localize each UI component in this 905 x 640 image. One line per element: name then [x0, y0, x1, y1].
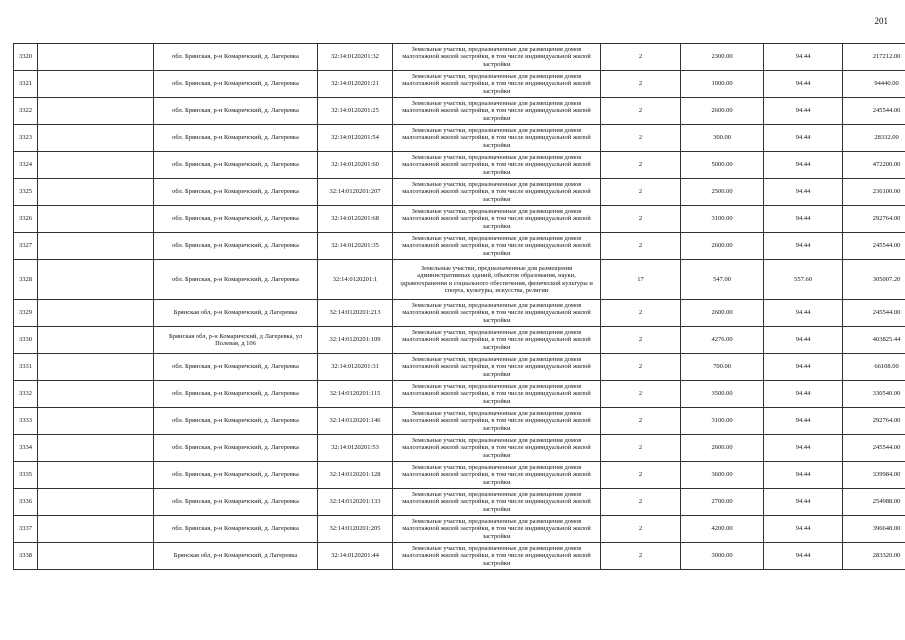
cadastral-value-table	[13, 43, 905, 570]
rate-cell: 94.44	[764, 300, 843, 327]
land-use-cell: Земельные участки, предназначенные для размещения домов малоэтажной жилой застройки, в том числе индивидуальной жилой застройки	[393, 44, 601, 71]
spacer-cell	[38, 44, 154, 71]
row-number-cell: 3323	[14, 125, 38, 152]
table-row	[14, 354, 905, 381]
spacer-cell	[38, 543, 154, 570]
rate-cell: 94.44	[764, 233, 843, 260]
area-cell: 547.00	[681, 260, 764, 300]
row-number-cell: 3331	[14, 354, 38, 381]
address-cell: обл. Брянская, р-н Комаричский, д. Лагеревка	[154, 381, 318, 408]
cadastral-value-cell: 66108.00	[843, 354, 905, 381]
use-code-cell: 2	[601, 516, 681, 543]
rate-cell: 94.44	[764, 516, 843, 543]
use-code-cell: 2	[601, 489, 681, 516]
cadastral-number-cell: 32:14:0120201:1	[318, 260, 393, 300]
row-number-cell: 3321	[14, 71, 38, 98]
row-number-cell: 3335	[14, 462, 38, 489]
row-number-cell: 3333	[14, 408, 38, 435]
row-number-cell: 3337	[14, 516, 38, 543]
table-row	[14, 98, 905, 125]
area-cell: 3600.00	[681, 462, 764, 489]
area-cell: 3500.00	[681, 381, 764, 408]
address-cell: Брянская обл, р-н Комаричский, д Лагеревка	[154, 543, 318, 570]
use-code-cell: 2	[601, 206, 681, 233]
address-cell: Брянская обл, р-н Комаричский, д Лагеревка, ул Полевая, д 106	[154, 327, 318, 354]
use-code-cell: 2	[601, 300, 681, 327]
land-use-cell: Земельные участки, предназначенные для размещения домов малоэтажной жилой застройки, в том числе индивидуальной жилой застройки	[393, 381, 601, 408]
table-row	[14, 44, 905, 71]
address-cell: обл. Брянская, р-н Комаричский, д. Лагеревка	[154, 98, 318, 125]
cadastral-value-cell: 283320.00	[843, 543, 905, 570]
rate-cell: 94.44	[764, 98, 843, 125]
row-number-cell: 3336	[14, 489, 38, 516]
table-row	[14, 462, 905, 489]
use-code-cell: 2	[601, 543, 681, 570]
use-code-cell: 2	[601, 152, 681, 179]
use-code-cell: 17	[601, 260, 681, 300]
area-cell: 1000.00	[681, 71, 764, 98]
address-cell: обл. Брянская, р-н Комаричский, д. Лагеревка	[154, 71, 318, 98]
rate-cell: 94.44	[764, 206, 843, 233]
spacer-cell	[38, 98, 154, 125]
row-number-cell: 3334	[14, 435, 38, 462]
use-code-cell: 2	[601, 381, 681, 408]
spacer-cell	[38, 233, 154, 260]
row-number-cell: 3322	[14, 98, 38, 125]
cadastral-number-cell: 32:14:0120201:60	[318, 152, 393, 179]
land-use-cell: Земельные участки, предназначенные для размещения домов малоэтажной жилой застройки, в том числе индивидуальной жилой застройки	[393, 543, 601, 570]
cadastral-value-cell: 396648.00	[843, 516, 905, 543]
address-cell: обл. Брянская, р-н Комаричский, д. Лагеревка	[154, 260, 318, 300]
row-number-cell: 3326	[14, 206, 38, 233]
rate-cell: 94.44	[764, 381, 843, 408]
cadastral-value-cell: 245544.00	[843, 435, 905, 462]
land-use-cell: Земельные участки, предназначенные для размещения домов малоэтажной жилой застройки, в том числе индивидуальной жилой застройки	[393, 152, 601, 179]
land-use-cell: Земельные участки, предназначенные для размещения административных зданий, объектов образования, науки, здравоохранения и социального обеспечения, физической культуры и спорта, культуры, искусства, религии	[393, 260, 601, 300]
land-use-cell: Земельные участки, предназначенные для размещения домов малоэтажной жилой застройки, в том числе индивидуальной жилой застройки	[393, 179, 601, 206]
cadastral-number-cell: 32:14:0120201:109	[318, 327, 393, 354]
land-use-cell: Земельные участки, предназначенные для размещения домов малоэтажной жилой застройки, в том числе индивидуальной жилой застройки	[393, 408, 601, 435]
row-number-cell: 3338	[14, 543, 38, 570]
area-cell: 2300.00	[681, 44, 764, 71]
table-row	[14, 381, 905, 408]
rate-cell: 94.44	[764, 435, 843, 462]
area-cell: 3000.00	[681, 543, 764, 570]
rate-cell: 94.44	[764, 462, 843, 489]
table-row	[14, 179, 905, 206]
table-row	[14, 260, 905, 300]
table-row	[14, 489, 905, 516]
spacer-cell	[38, 125, 154, 152]
cadastral-number-cell: 32:14:0120201:207	[318, 179, 393, 206]
land-use-cell: Земельные участки, предназначенные для размещения домов малоэтажной жилой застройки, в том числе индивидуальной жилой застройки	[393, 300, 601, 327]
cadastral-number-cell: 32:14:0120201:32	[318, 44, 393, 71]
cadastral-number-cell: 32:14:0120201:68	[318, 206, 393, 233]
address-cell: обл. Брянская, р-н Комаричский, д. Лагеревка	[154, 408, 318, 435]
rate-cell: 94.44	[764, 179, 843, 206]
spacer-cell	[38, 381, 154, 408]
spacer-cell	[38, 435, 154, 462]
area-cell: 2600.00	[681, 435, 764, 462]
use-code-cell: 2	[601, 233, 681, 260]
address-cell: обл. Брянская, р-н Комаричский, д. Лагеревка	[154, 206, 318, 233]
spacer-cell	[38, 408, 154, 435]
cadastral-value-cell: 254988.00	[843, 489, 905, 516]
rate-cell: 557.60	[764, 260, 843, 300]
table-row	[14, 152, 905, 179]
address-cell: обл. Брянская, р-н Комаричский, д. Лагеревка	[154, 125, 318, 152]
rate-cell: 94.44	[764, 543, 843, 570]
cadastral-value-cell: 472200.00	[843, 152, 905, 179]
row-number-cell: 3332	[14, 381, 38, 408]
cadastral-value-cell: 305007.20	[843, 260, 905, 300]
cadastral-value-cell: 94440.00	[843, 71, 905, 98]
spacer-cell	[38, 206, 154, 233]
use-code-cell: 2	[601, 71, 681, 98]
land-use-cell: Земельные участки, предназначенные для размещения домов малоэтажной жилой застройки, в том числе индивидуальной жилой застройки	[393, 71, 601, 98]
land-use-cell: Земельные участки, предназначенные для размещения домов малоэтажной жилой застройки, в том числе индивидуальной жилой застройки	[393, 206, 601, 233]
table-row	[14, 543, 905, 570]
use-code-cell: 2	[601, 408, 681, 435]
rate-cell: 94.44	[764, 408, 843, 435]
table-row	[14, 206, 905, 233]
cadastral-number-cell: 32:14:0120201:54	[318, 125, 393, 152]
cadastral-number-cell: 32:14:0120201:53	[318, 435, 393, 462]
area-cell: 4200.00	[681, 516, 764, 543]
land-use-cell: Земельные участки, предназначенные для размещения домов малоэтажной жилой застройки, в том числе индивидуальной жилой застройки	[393, 233, 601, 260]
area-cell: 3100.00	[681, 408, 764, 435]
address-cell: обл. Брянская, р-н Комаричский, д. Лагеревка	[154, 179, 318, 206]
address-cell: обл. Брянская, р-н Комаричский, д. Лагеревка	[154, 516, 318, 543]
use-code-cell: 2	[601, 98, 681, 125]
spacer-cell	[38, 354, 154, 381]
cadastral-value-cell: 403825.44	[843, 327, 905, 354]
cadastral-number-cell: 32:14:0120201:31	[318, 354, 393, 381]
land-use-cell: Земельные участки, предназначенные для размещения домов малоэтажной жилой застройки, в том числе индивидуальной жилой застройки	[393, 327, 601, 354]
rate-cell: 94.44	[764, 354, 843, 381]
table-row	[14, 233, 905, 260]
spacer-cell	[38, 71, 154, 98]
rate-cell: 94.44	[764, 327, 843, 354]
table-row	[14, 408, 905, 435]
row-number-cell: 3327	[14, 233, 38, 260]
cadastral-value-cell: 330540.00	[843, 381, 905, 408]
rate-cell: 94.44	[764, 71, 843, 98]
cadastral-number-cell: 32:14:0120201:133	[318, 489, 393, 516]
address-cell: обл. Брянская, р-н Комаричский, д. Лагеревка	[154, 44, 318, 71]
address-cell: обл. Брянская, р-н Комаричский, д. Лагеревка	[154, 489, 318, 516]
spacer-cell	[38, 260, 154, 300]
cadastral-number-cell: 32:14:0120201:25	[318, 98, 393, 125]
area-cell: 2500.00	[681, 179, 764, 206]
use-code-cell: 2	[601, 462, 681, 489]
row-number-cell: 3320	[14, 44, 38, 71]
address-cell: обл. Брянская, р-н Комаричский, д. Лагеревка	[154, 152, 318, 179]
rate-cell: 94.44	[764, 152, 843, 179]
spacer-cell	[38, 152, 154, 179]
rate-cell: 94.44	[764, 44, 843, 71]
table-body	[14, 44, 905, 570]
cadastral-number-cell: 32:14:0120201:205	[318, 516, 393, 543]
land-use-cell: Земельные участки, предназначенные для размещения домов малоэтажной жилой застройки, в том числе индивидуальной жилой застройки	[393, 98, 601, 125]
cadastral-value-cell: 217212.00	[843, 44, 905, 71]
row-number-cell: 3325	[14, 179, 38, 206]
use-code-cell: 2	[601, 435, 681, 462]
spacer-cell	[38, 300, 154, 327]
use-code-cell: 2	[601, 179, 681, 206]
land-use-cell: Земельные участки, предназначенные для размещения домов малоэтажной жилой застройки, в том числе индивидуальной жилой застройки	[393, 462, 601, 489]
cadastral-value-cell: 339984.00	[843, 462, 905, 489]
spacer-cell	[38, 327, 154, 354]
cadastral-value-cell: 292764.00	[843, 408, 905, 435]
address-cell: обл. Брянская, р-н Комаричский, д. Лагеревка	[154, 233, 318, 260]
use-code-cell: 2	[601, 125, 681, 152]
cadastral-number-cell: 32:14:0120201:21	[318, 71, 393, 98]
address-cell: обл. Брянская, р-н Комаричский, д. Лагеревка	[154, 462, 318, 489]
row-number-cell: 3329	[14, 300, 38, 327]
table-row	[14, 516, 905, 543]
spacer-cell	[38, 462, 154, 489]
area-cell: 2600.00	[681, 98, 764, 125]
use-code-cell: 2	[601, 354, 681, 381]
table-row	[14, 435, 905, 462]
rate-cell: 94.44	[764, 125, 843, 152]
cadastral-number-cell: 32:14:0120201:128	[318, 462, 393, 489]
row-number-cell: 3330	[14, 327, 38, 354]
area-cell: 300.00	[681, 125, 764, 152]
page-number: 201	[874, 16, 888, 26]
area-cell: 2700.00	[681, 489, 764, 516]
cadastral-value-cell: 28332.00	[843, 125, 905, 152]
cadastral-number-cell: 32:14:0120201:213	[318, 300, 393, 327]
cadastral-number-cell: 32:14:0120201:115	[318, 381, 393, 408]
cadastral-number-cell: 32:14:0120201:35	[318, 233, 393, 260]
address-cell: обл. Брянская, р-н Комаричский, д. Лагеревка	[154, 435, 318, 462]
table-row	[14, 71, 905, 98]
area-cell: 4276.00	[681, 327, 764, 354]
land-use-cell: Земельные участки, предназначенные для размещения домов малоэтажной жилой застройки, в том числе индивидуальной жилой застройки	[393, 354, 601, 381]
spacer-cell	[38, 516, 154, 543]
rate-cell: 94.44	[764, 489, 843, 516]
land-use-cell: Земельные участки, предназначенные для размещения домов малоэтажной жилой застройки, в том числе индивидуальной жилой застройки	[393, 489, 601, 516]
cadastral-value-cell: 292764.00	[843, 206, 905, 233]
cadastral-value-cell: 236100.00	[843, 179, 905, 206]
area-cell: 5000.00	[681, 152, 764, 179]
row-number-cell: 3328	[14, 260, 38, 300]
area-cell: 2600.00	[681, 300, 764, 327]
address-cell: обл. Брянская, р-н Комаричский, д. Лагеревка	[154, 354, 318, 381]
area-cell: 3100.00	[681, 206, 764, 233]
cadastral-value-cell: 245544.00	[843, 300, 905, 327]
land-use-cell: Земельные участки, предназначенные для размещения домов малоэтажной жилой застройки, в том числе индивидуальной жилой застройки	[393, 435, 601, 462]
cadastral-value-cell: 245544.00	[843, 98, 905, 125]
table-row	[14, 300, 905, 327]
address-cell: Брянская обл, р-н Комаричский, д Лагеревка	[154, 300, 318, 327]
table-row	[14, 125, 905, 152]
table-row	[14, 327, 905, 354]
spacer-cell	[38, 489, 154, 516]
use-code-cell: 2	[601, 327, 681, 354]
area-cell: 2600.00	[681, 233, 764, 260]
land-use-cell: Земельные участки, предназначенные для размещения домов малоэтажной жилой застройки, в том числе индивидуальной жилой застройки	[393, 516, 601, 543]
cadastral-value-cell: 245544.00	[843, 233, 905, 260]
land-use-cell: Земельные участки, предназначенные для размещения домов малоэтажной жилой застройки, в том числе индивидуальной жилой застройки	[393, 125, 601, 152]
spacer-cell	[38, 179, 154, 206]
cadastral-number-cell: 32:14:0120201:44	[318, 543, 393, 570]
cadastral-number-cell: 32:14:0120201:146	[318, 408, 393, 435]
row-number-cell: 3324	[14, 152, 38, 179]
area-cell: 700.00	[681, 354, 764, 381]
use-code-cell: 2	[601, 44, 681, 71]
